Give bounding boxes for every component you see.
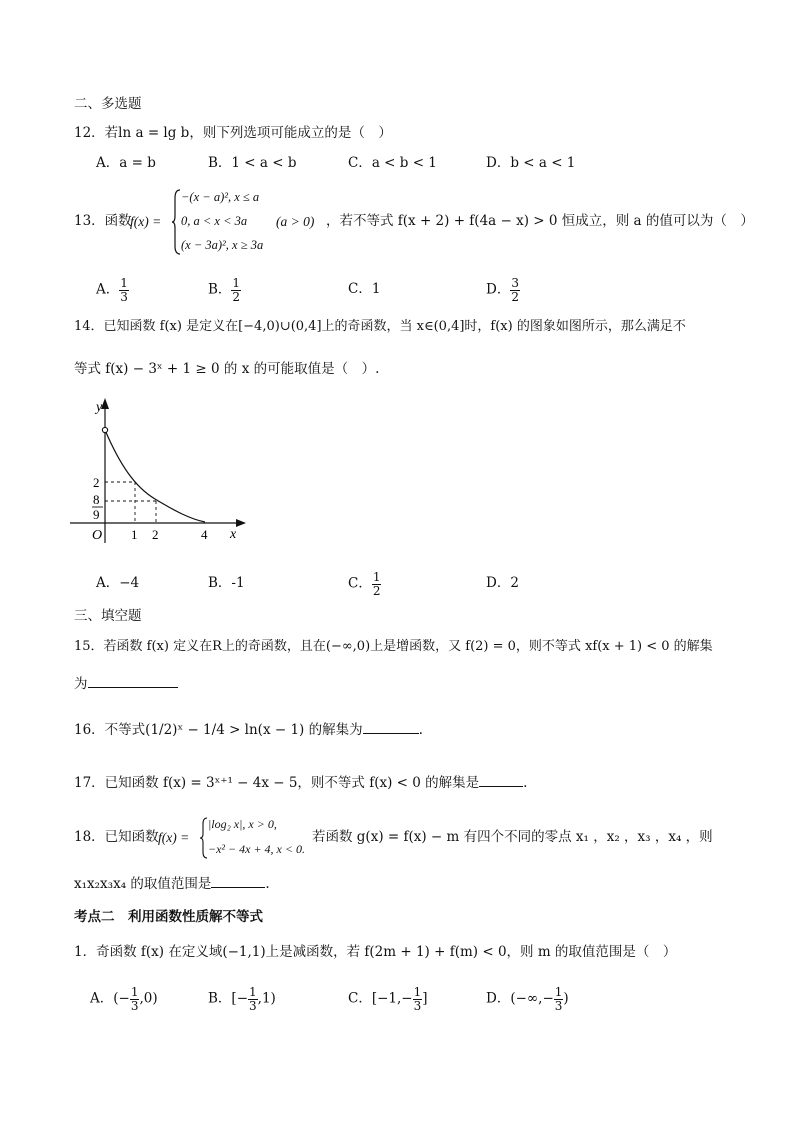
q1-option-d-open: (−∞,− [510, 990, 554, 1007]
q16-text: 16．不等式(1/2)ˣ − 1/4 > ln(x − 1) 的解集为 [74, 722, 363, 738]
q18-case-2: −x² − 4x + 4, x < 0. [208, 842, 305, 856]
q13-option-d-label: D． [486, 281, 511, 298]
y-axis-label: y [96, 400, 103, 415]
answer-blank[interactable] [88, 687, 178, 688]
q13-option-b-label: B． [208, 281, 232, 298]
y-tick-9: 9 [93, 507, 100, 522]
fraction-denominator: 3 [413, 998, 422, 1013]
fraction-numerator: 1 [372, 570, 381, 584]
origin-label: O [92, 528, 103, 543]
q18-line-2-text: x₁x₂x₃x₄ 的取值范围是 [74, 876, 212, 892]
x-tick-1: 1 [131, 527, 138, 542]
q14-line-1: 14．已知函数 f(x) 是定义在[−4,0)∪(0,4]上的奇函数，当 x∈(0,4]时，f(x) 的图象如图所示，那么满足不 [74, 319, 686, 334]
y-tick-2: 2 [93, 475, 100, 490]
q13-suffix: ，若不等式 f(x + 2) + f(4a − x) > 0 恒成立，则 a 的值可以为（ ） [326, 213, 754, 229]
q13-option-b-fraction [231, 277, 241, 303]
fraction-denominator: 2 [511, 289, 519, 304]
open-endpoint [102, 427, 107, 432]
q13-case-3: (x − 3a)², x ≥ 3a [181, 238, 264, 252]
q16 [74, 724, 423, 738]
x-axis-arrow [236, 519, 246, 527]
fraction-denominator: 3 [130, 998, 139, 1013]
q17-end: . [523, 775, 528, 791]
q15-line-2-text: 为 [74, 676, 88, 692]
q15-line-2 [74, 678, 178, 692]
q17-text: 17．已知函数 f(x) = 3ˣ⁺¹ − 4x − 5，则不等式 f(x) < 0 的解集是 [74, 775, 480, 791]
x-tick-2: 2 [152, 527, 159, 542]
q1-option-b-open: [− [231, 990, 249, 1007]
q14-option-c [348, 571, 381, 597]
q1-option-a-close: ,0) [139, 990, 158, 1007]
q1-option-c-fraction [413, 986, 423, 1012]
q18-case-1: |log₂ x|, x > 0, [208, 817, 277, 831]
q1-option-b-close: ,1) [257, 990, 276, 1007]
q18-fx: f(x) = [158, 830, 190, 845]
q14-line-2: 等式 f(x) − 3ˣ + 1 ≥ 0 的 x 的可能取值是（ ）. [74, 361, 380, 377]
answer-blank[interactable] [211, 887, 265, 888]
x-axis-label: x [230, 527, 237, 542]
kaodian-2-heading: 考点二 利用函数性质解不等式 [74, 909, 263, 924]
x-tick-4: 4 [201, 527, 208, 542]
q1-option-d-fraction [554, 986, 564, 1012]
q18-end: . [265, 876, 270, 892]
q13-option-a-label: A． [96, 281, 120, 298]
q18-prefix: 18．已知函数 [74, 829, 159, 845]
q13-case-2: 0, a < x < 3a [181, 214, 248, 228]
q16-end: . [418, 722, 423, 738]
q1-option-d-close: ) [563, 990, 569, 1007]
q14-option-b: B．-1 [208, 575, 245, 591]
q12-option-d: D．b < a < 1 [486, 155, 576, 171]
q1-option-c [348, 986, 428, 1012]
q1-option-a-open: (− [113, 990, 130, 1007]
q1-option-c-close: ] [422, 990, 428, 1007]
fraction-denominator: 3 [554, 998, 563, 1013]
q13-option-a [96, 277, 129, 303]
q1-option-d-label: D． [486, 990, 511, 1007]
function-graph [70, 395, 250, 545]
q14-option-c-fraction [372, 571, 382, 597]
q13-case-1: −(x − a)², x ≤ a [181, 190, 260, 204]
q12-option-c: C．a < b < 1 [348, 155, 437, 171]
q13-prefix: 13．函数 [74, 213, 132, 229]
q1-option-b-fraction [248, 986, 258, 1012]
q14-option-d: D．2 [486, 575, 519, 591]
y-tick-8: 8 [93, 492, 100, 507]
q13-option-a-fraction [119, 277, 129, 303]
q1-option-b [208, 986, 276, 1012]
q1-option-c-label: C． [348, 990, 372, 1007]
q1-option-a-label: A． [90, 990, 114, 1007]
fraction-numerator: 1 [120, 276, 128, 290]
section-multi-select-heading: 二、多选题 [74, 96, 142, 111]
q18-suffix: 若函数 g(x) = f(x) − m 有四个不同的零点 x₁ ，x₂ ，x₃ ，x₄ ，则 [312, 829, 713, 845]
section-fill-blank-heading: 三、填空题 [74, 608, 142, 623]
function-curve [105, 430, 205, 522]
q1-option-a [90, 986, 158, 1012]
q1-stem: 1．奇函数 f(x) 在定义域(−1,1)上是减函数，若 f(2m + 1) + f(m) < 0，则 m 的取值范围是（ ） [74, 944, 677, 960]
q12-option-a: A．a = b [96, 155, 156, 171]
fraction-denominator: 2 [232, 289, 241, 304]
q13-option-b [208, 277, 241, 303]
q13-fx: f(x) = [130, 214, 162, 229]
q14-option-c-label: C． [348, 575, 372, 592]
fraction-denominator: 3 [249, 998, 257, 1013]
answer-blank[interactable] [363, 733, 419, 734]
fraction-numerator: 1 [232, 276, 241, 290]
fraction-denominator: 3 [120, 289, 128, 304]
q1-option-b-label: B． [208, 990, 232, 1007]
q1-option-d [486, 986, 569, 1012]
q1-option-c-open: [−1,− [371, 990, 413, 1007]
q12-option-b: B．1 < a < b [208, 155, 297, 171]
question-12-stem: 12．若ln a = lg b，则下列选项可能成立的是（ ） [74, 125, 392, 141]
q13-option-d [486, 277, 520, 303]
q18-line-2 [74, 878, 270, 892]
q13-option-d-fraction [510, 277, 520, 303]
fraction-numerator: 1 [130, 985, 139, 999]
q13-condition: (a > 0) [276, 214, 315, 229]
q17 [74, 777, 527, 791]
answer-blank[interactable] [479, 786, 523, 787]
fraction-numerator: 1 [554, 985, 563, 999]
fraction-numerator: 3 [511, 276, 519, 290]
fraction-numerator: 1 [249, 985, 257, 999]
q14-option-a: A．−4 [96, 575, 140, 591]
fraction-denominator: 2 [372, 583, 381, 598]
fraction-numerator: 1 [413, 985, 422, 999]
q15-line-1: 15．若函数 f(x) 定义在R上的奇函数，且在(−∞,0)上是增函数，又 f(2) = 0，则不等式 xf(x + 1) < 0 的解集 [74, 639, 713, 654]
q13-option-c: C．1 [348, 281, 381, 297]
